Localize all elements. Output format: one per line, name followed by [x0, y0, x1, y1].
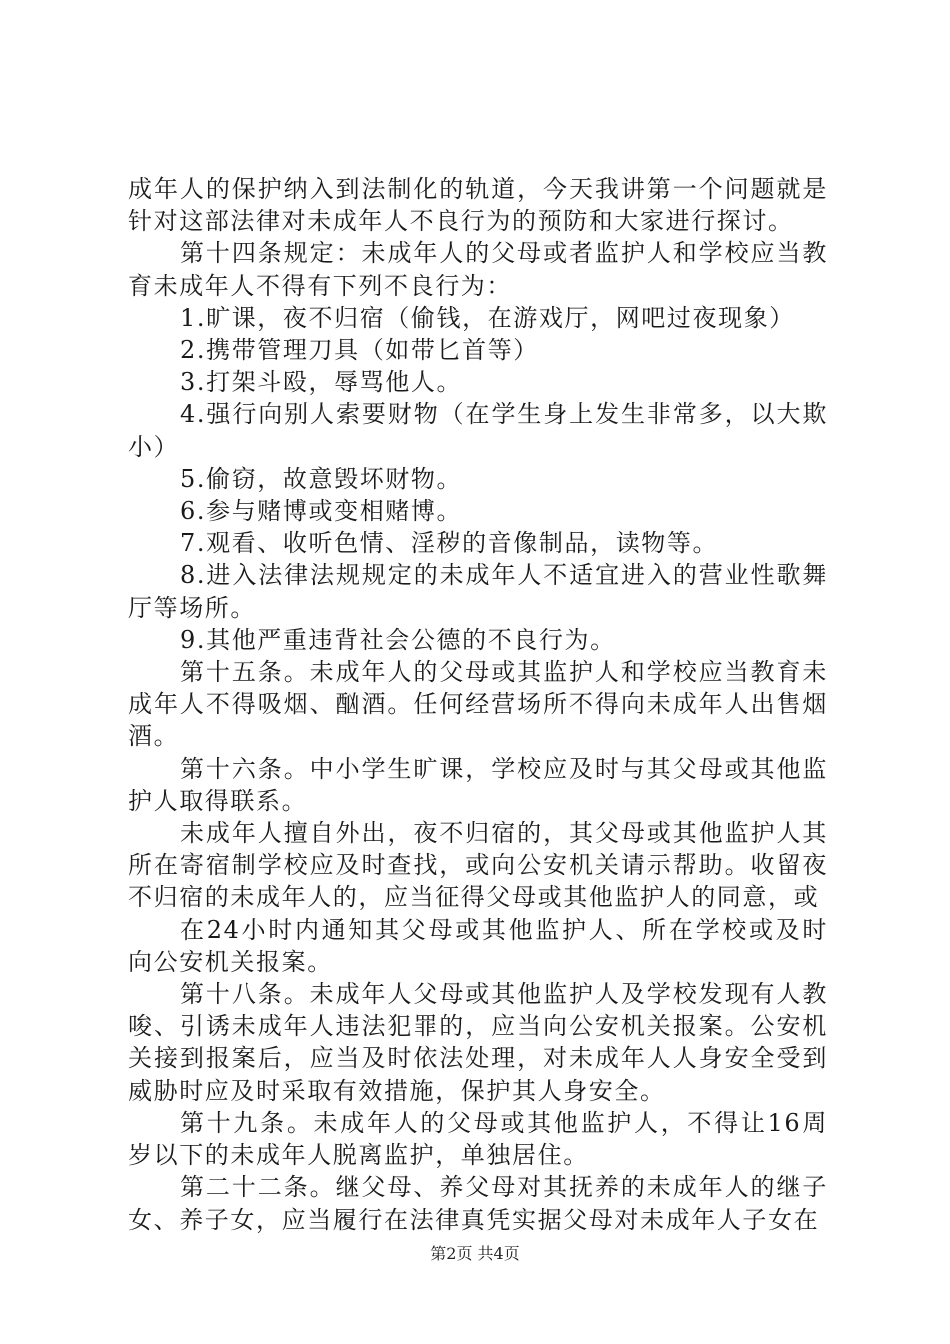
list-item: 7.观看、收听色情、淫秽的音像制品，读物等。	[180, 529, 719, 558]
paragraph: 第十四条规定：未成年人的父母或者监护人和学校应当教育未成年人不得有下列不良行为：	[128, 239, 828, 300]
document-body	[128, 173, 828, 1236]
list-item: 6.参与赌博或变相赌博。	[180, 497, 463, 526]
list-item: 2.携带管理刀具（如带匕首等）	[180, 336, 539, 365]
paragraph: 第二十二条。继父母、养父母对其抚养的未成年人的继子女、养子女，应当履行在法律真凭实据父母对未成年人子女在	[128, 1173, 828, 1234]
paragraph: 第十六条。中小学生旷课，学校应及时与其父母或其他监护人取得联系。	[128, 754, 828, 815]
paragraph: 未成年人擅自外出，夜不归宿的，其父母或其他监护人其所在寄宿制学校应及时查找，或向公安机关请示帮助。收留夜不归宿的未成年人的，应当征得父母或其他监护人的同意，或	[128, 819, 828, 912]
list-item: 4.强行向别人索要财物（在学生身上发生非常多，以大欺小）	[128, 400, 828, 461]
list-item: 8.进入法律法规规定的未成年人不适宜进入的营业性歌舞厅等场所。	[128, 561, 828, 622]
paragraph: 成年人的保护纳入到法制化的轨道，今天我讲第一个问题就是针对这部法律对未成年人不良行为的预防和大家进行探讨。	[128, 175, 828, 236]
page-footer	[0, 1244, 950, 1264]
page-number-label: 第2页 共4页	[430, 1244, 520, 1263]
paragraph: 第十五条。未成年人的父母或其监护人和学校应当教育未成年人不得吸烟、酗酒。任何经营场所不得向未成年人出售烟酒。	[128, 658, 828, 751]
list-item: 9.其他严重违背社会公德的不良行为。	[180, 625, 616, 654]
list-item: 3.打架斗殴，辱骂他人。	[180, 368, 463, 397]
paragraph: 在24小时内通知其父母或其他监护人、所在学校或及时向公安机关报案。	[128, 915, 828, 976]
paragraph: 第十八条。未成年人父母或其他监护人及学校发现有人教唆、引诱未成年人违法犯罪的，应当向公安机关报案。公安机关接到报案后，应当及时依法处理，对未成年人人身安全受到威胁时应及时采取有效措施，保护其人身安全。	[128, 980, 828, 1105]
list-item: 1.旷课，夜不归宿（偷钱，在游戏厅，网吧过夜现象）	[180, 303, 795, 332]
paragraph: 第十九条。未成年人的父母或其他监护人，不得让16周岁以下的未成年人脱离监护，单独居住。	[128, 1108, 828, 1170]
list-item: 5.偷窃，故意毁坏财物。	[180, 464, 463, 493]
